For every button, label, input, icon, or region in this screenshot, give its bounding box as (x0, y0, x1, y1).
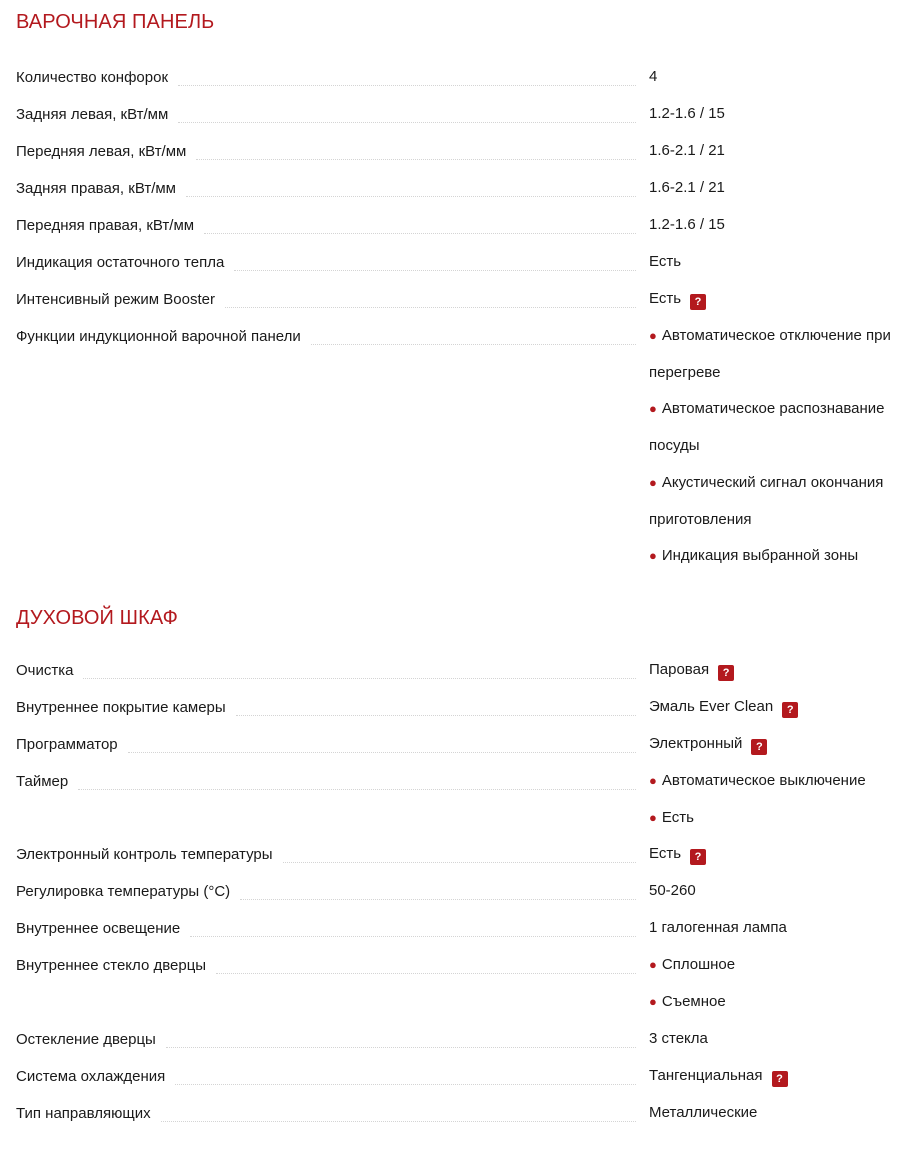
spec-value-text: 50-260 (649, 882, 696, 900)
section-spacer (16, 575, 912, 607)
spec-row (16, 726, 912, 763)
dotted-leader (283, 862, 636, 863)
spec-value-text: 4 (649, 68, 658, 85)
spec-label-cell (16, 133, 636, 170)
spec-value-line (649, 281, 912, 318)
spec-value-cell (649, 652, 912, 689)
dotted-leader (78, 789, 636, 790)
spec-value-text: Автоматическое выключение (661, 771, 866, 789)
spec-label: Очистка (16, 661, 74, 679)
dotted-leader (311, 344, 636, 345)
spec-value-text: приготовления (649, 510, 752, 528)
spec-label-cell (16, 318, 636, 355)
spec-label: Задняя правая, кВт/мм (16, 180, 176, 197)
spec-label: Система охлаждения (16, 1067, 166, 1085)
spec-value-text: посуды (649, 437, 700, 455)
spec-label: Остекление дверцы (16, 1030, 156, 1048)
spec-value-bullet-line (649, 502, 912, 539)
dotted-leader (161, 1121, 636, 1122)
spec-label-cell (16, 1095, 636, 1132)
spec-label: Функции индукционной варочной панели (16, 328, 301, 345)
spec-label: Индикация остаточного тепла (16, 254, 225, 271)
spec-value-line (649, 652, 912, 689)
spec-value-bullet-line (649, 391, 912, 428)
spec-row (16, 1021, 912, 1058)
spec-value-line (649, 1058, 912, 1095)
spec-value-line (649, 910, 912, 947)
bullet-icon: ● (649, 328, 657, 343)
spec-row (16, 947, 912, 1020)
spec-label: Внутреннее освещение (16, 920, 181, 938)
spec-value-text: Индикация выбранной зоны (661, 547, 859, 565)
spec-label-cell (16, 170, 636, 207)
spec-value-cell (649, 1021, 912, 1058)
dotted-leader (166, 1047, 636, 1048)
dotted-leader (178, 85, 636, 86)
spec-row (16, 763, 912, 836)
spec-value-text: Есть (649, 253, 682, 270)
spec-label: Задняя левая, кВт/мм (16, 106, 169, 123)
spec-value-line (649, 873, 912, 910)
spec-value-cell (649, 96, 912, 133)
spec-value-line (649, 726, 912, 763)
spec-value-text: перегреве (649, 363, 721, 381)
spec-value-cell (649, 1095, 912, 1132)
spec-row (16, 318, 912, 575)
spec-value-bullet-line (649, 355, 912, 392)
spec-label: Передняя левая, кВт/мм (16, 143, 187, 160)
section-title-hob: ВАРОЧНАЯ ПАНЕЛЬ (16, 11, 215, 33)
spec-value-bullet-line (649, 947, 912, 984)
dotted-leader (196, 159, 636, 160)
spec-value-cell (649, 763, 912, 836)
spec-value-bullet-line (649, 800, 912, 837)
spec-label: Электронный контроль температуры (16, 846, 273, 864)
help-question-icon[interactable]: ? (772, 1071, 788, 1087)
spec-value-text: Эмаль Ever Clean (649, 697, 774, 715)
spec-label-cell (16, 726, 636, 763)
dotted-leader (240, 899, 636, 900)
spec-value-bullet-line (649, 984, 912, 1021)
spec-value-cell (649, 281, 912, 318)
spec-value-text: Автоматическое отключение при (661, 327, 891, 344)
dotted-leader (225, 307, 636, 308)
spec-row (16, 1058, 912, 1095)
bullet-icon: ● (649, 994, 657, 1010)
help-question-icon[interactable]: ? (690, 849, 706, 865)
spec-value-cell (649, 689, 912, 726)
spec-label: Тип направляющих (16, 1104, 151, 1122)
spec-label-cell (16, 910, 636, 947)
spec-label: Количество конфорок (16, 69, 169, 86)
spec-value-text: Металлические (649, 1103, 758, 1121)
spec-value-text: Есть (661, 808, 694, 826)
spec-row (16, 1095, 912, 1132)
spec-value-text: 1 галогенная лампа (649, 919, 787, 937)
hob-spec-list (16, 59, 912, 575)
spec-value-bullet-line (649, 318, 912, 355)
spec-row (16, 244, 912, 281)
spec-row (16, 836, 912, 873)
help-question-icon[interactable]: ? (751, 739, 767, 755)
dotted-leader (175, 1084, 636, 1085)
spec-row (16, 170, 912, 207)
spec-label: Передняя правая, кВт/мм (16, 217, 195, 234)
spec-value-text: Акустический сигнал окончания (661, 473, 884, 491)
spec-row (16, 689, 912, 726)
spec-value-line (649, 207, 912, 244)
spec-label-cell (16, 59, 636, 96)
dotted-leader (83, 678, 636, 679)
spec-value-line (649, 1021, 912, 1058)
dotted-leader (190, 936, 636, 937)
specifications-page (16, 0, 912, 1132)
spec-label-cell (16, 689, 636, 726)
spec-value-bullet-line (649, 428, 912, 465)
spec-value-text: 1.2-1.6 / 15 (649, 216, 725, 233)
spec-value-text: Паровая (649, 660, 710, 678)
spec-value-text: 1.6-2.1 / 21 (649, 179, 725, 196)
spec-value-line (649, 170, 912, 207)
dotted-leader (236, 715, 636, 716)
spec-value-line (649, 1095, 912, 1132)
spec-value-cell (649, 1058, 912, 1095)
spec-value-cell (649, 133, 912, 170)
bullet-icon: ● (649, 957, 657, 973)
spec-value-text: Сплошное (661, 956, 736, 974)
help-question-icon[interactable]: ? (782, 702, 798, 718)
spec-value-line (649, 96, 912, 133)
spec-value-text: Есть (649, 845, 682, 863)
bullet-icon: ● (649, 401, 657, 417)
spec-label-cell (16, 281, 636, 318)
spec-value-cell (649, 59, 912, 96)
bullet-icon: ● (649, 809, 657, 825)
spec-value-text: Съемное (661, 993, 726, 1011)
bullet-icon: ● (649, 772, 657, 788)
oven-spec-list (16, 652, 912, 1132)
spec-label: Внутреннее покрытие камеры (16, 698, 226, 716)
spec-value-cell (649, 207, 912, 244)
section-title-oven: ДУХОВОЙ ШКАФ (16, 606, 178, 629)
spec-value-line (649, 59, 912, 96)
spec-row (16, 133, 912, 170)
spec-value-cell (649, 726, 912, 763)
spec-value-cell (649, 318, 912, 575)
spec-label-cell (16, 763, 636, 800)
spec-value-bullet-line (649, 763, 912, 800)
spec-label-cell (16, 207, 636, 244)
spec-label: Регулировка температуры (°C) (16, 883, 231, 901)
spec-value-text: Есть (649, 290, 682, 307)
spec-label: Внутреннее стекло дверцы (16, 957, 207, 975)
spec-label-cell (16, 873, 636, 910)
spec-label-cell (16, 96, 636, 133)
spec-value-line (649, 689, 912, 726)
spec-value-line (649, 133, 912, 170)
dotted-leader (128, 752, 636, 753)
spec-label-cell (16, 836, 636, 873)
spec-label-cell (16, 947, 636, 984)
spec-value-text: 1.6-2.1 / 21 (649, 142, 725, 159)
spec-row (16, 59, 912, 96)
spec-label: Таймер (16, 772, 69, 790)
spec-label: Программатор (16, 735, 118, 753)
spec-value-cell (649, 244, 912, 281)
spec-row (16, 96, 912, 133)
help-question-icon[interactable]: ? (718, 665, 734, 681)
spec-label-cell (16, 244, 636, 281)
spec-value-cell (649, 947, 912, 1020)
spec-value-bullet-line (649, 538, 912, 575)
help-question-icon[interactable]: ? (690, 294, 706, 310)
dotted-leader (178, 122, 636, 123)
bullet-icon: ● (649, 548, 657, 564)
spec-label-cell (16, 1021, 636, 1058)
spec-row (16, 652, 912, 689)
spec-label: Интенсивный режим Booster (16, 291, 215, 308)
spec-value-text: Автоматическое распознавание (661, 400, 885, 418)
spec-value-cell (649, 873, 912, 910)
dotted-leader (216, 973, 636, 974)
spec-value-text: 1.2-1.6 / 15 (649, 105, 725, 122)
spec-value-text: Электронный (649, 734, 743, 752)
spec-row (16, 910, 912, 947)
spec-value-line (649, 836, 912, 873)
dotted-leader (234, 270, 636, 271)
bullet-icon: ● (649, 474, 657, 490)
spec-row (16, 207, 912, 244)
spec-value-cell (649, 170, 912, 207)
spec-value-line (649, 244, 912, 281)
spec-row (16, 873, 912, 910)
spec-value-text: 3 стекла (649, 1029, 708, 1047)
spec-label-cell (16, 1058, 636, 1095)
dotted-leader (204, 233, 636, 234)
spec-value-text: Тангенциальная (649, 1066, 763, 1084)
spec-value-cell (649, 910, 912, 947)
spec-row (16, 281, 912, 318)
spec-value-bullet-line (649, 465, 912, 502)
spec-value-cell (649, 836, 912, 873)
spec-label-cell (16, 652, 636, 689)
dotted-leader (186, 196, 636, 197)
